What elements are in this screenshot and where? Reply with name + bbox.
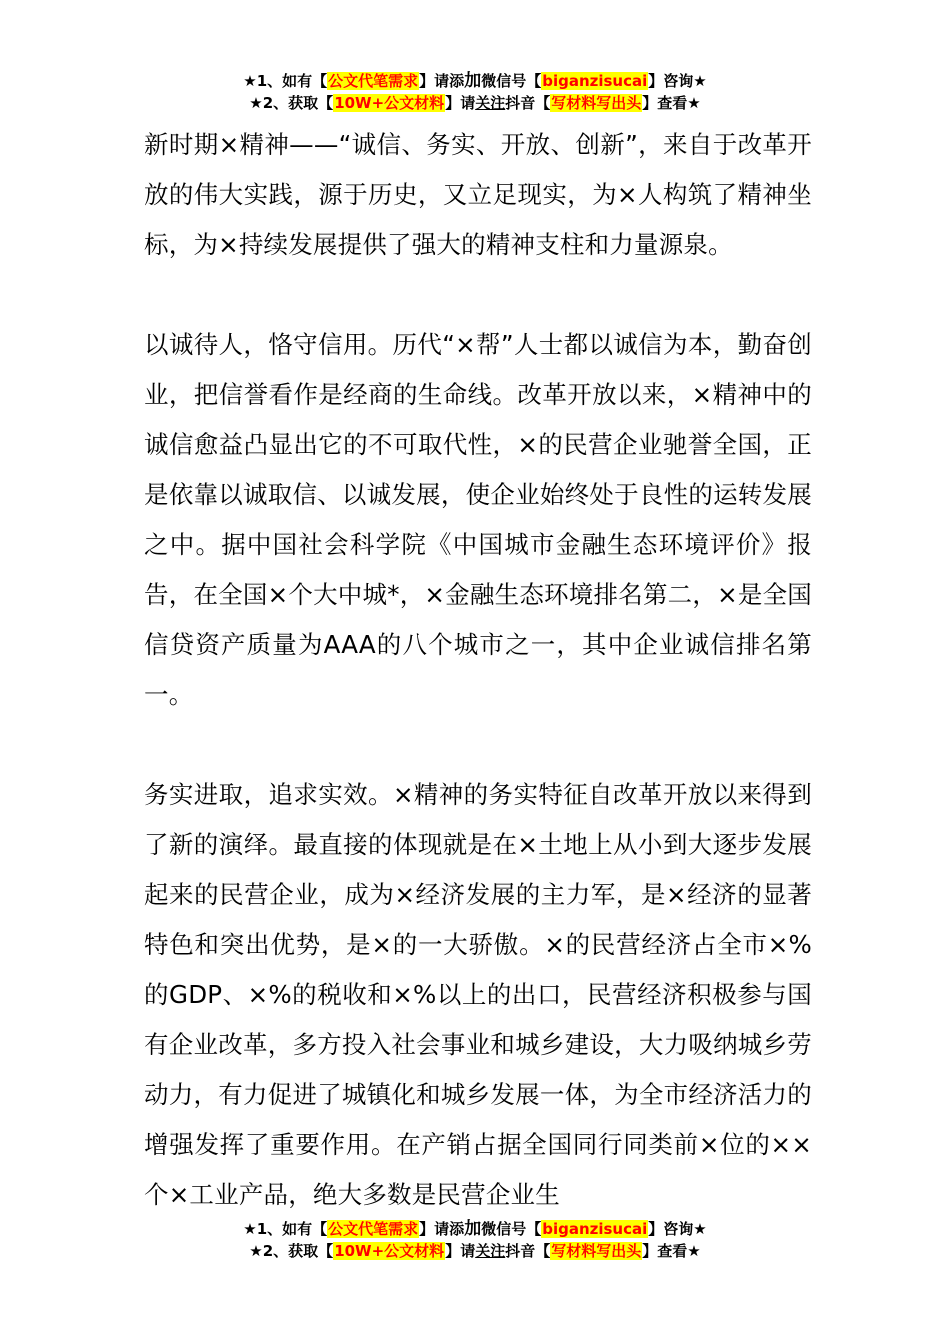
banner-text: 微信号【	[481, 1220, 542, 1238]
highlight-wechat-id: biganzisucai	[542, 1220, 648, 1238]
paragraph-2: 以诚待人，恪守信用。历代“×帮”人士都以诚信为本，勤奋创业，把信誉看作是经商的生命线。改革开放以来，×精神中的诚信愈益凸显出它的不可取代性，×的民营企业驰誉全国，正是依靠以诚取信、以诚发展，使企业始终处于良性的运转发展之中。据中国社会科学院《中国城市金融生态环境评价》报告，在全国×个大中城*，×金融生态环境排名第二，×是全国信贷资产质量为AAA的八个城市之一，其中企业诚信排名第一。	[144, 330, 812, 709]
banner-text: ★2、获取【	[249, 94, 334, 112]
banner-text: 】请	[445, 1242, 476, 1260]
footer-banner	[0, 1218, 950, 1262]
banner-text: 关注	[475, 94, 506, 112]
banner-text: ★2、获取【	[249, 1242, 334, 1260]
banner-text: 】请添	[419, 72, 465, 90]
banner-text: 】请添	[419, 1220, 465, 1238]
highlight-service: 公文代笔需求	[328, 72, 419, 90]
banner-text: 】咨询★	[648, 72, 707, 90]
header-banner	[0, 70, 950, 114]
highlight-service: 公文代笔需求	[328, 1220, 419, 1238]
paragraph-3: 务实进取，追求实效。×精神的务实特征自改革开放以来得到了新的演绎。最直接的体现就是在×土地上从小到大逐步发展起来的民营企业，成为×经济发展的主力军，是×经济的显著特色和突出优势，是×的一大骄傲。×的民营经济占全市×%的GDP、×%的税收和×%以上的出口，民营经济积极参与国有企业改革，多方投入社会事业和城乡建设，大力吸纳城乡劳动力，有力促进了城镇化和城乡发展一体，为全市经济活力的增强发挥了重要作用。在产销占据全国同行同类前×位的××个×工业产品，绝大多数是民营企业生	[144, 780, 812, 1209]
highlight-wechat-id: biganzisucai	[542, 72, 648, 90]
banner-line-2	[0, 92, 950, 114]
banner-text: 加	[464, 1219, 482, 1239]
banner-text: 微信号【	[481, 72, 542, 90]
banner-text: 】咨询★	[648, 1220, 707, 1238]
banner-text: 加	[464, 71, 482, 91]
banner-text: ★1、如有【	[243, 1220, 328, 1238]
banner-text: 】查看★	[642, 94, 701, 112]
banner-line-1	[0, 70, 950, 92]
banner-text: 】查看★	[642, 1242, 701, 1260]
banner-line-2	[0, 1240, 950, 1262]
highlight-douyin: 写材料写出头	[551, 1242, 642, 1260]
paragraph-1: 新时期×精神——“诚信、务实、开放、创新”，来自于改革开放的伟大实践，源于历史，又立足现实，为×人构筑了精神坐标，为×持续发展提供了强大的精神支柱和力量源泉。	[144, 130, 812, 259]
banner-text: 关注	[475, 1242, 506, 1260]
highlight-materials: 10W+公文材料	[334, 1242, 445, 1260]
banner-text: 】请	[445, 94, 476, 112]
banner-text: 抖音【	[505, 94, 551, 112]
highlight-douyin: 写材料写出头	[551, 94, 642, 112]
highlight-materials: 10W+公文材料	[334, 94, 445, 112]
banner-text: 抖音【	[505, 1242, 551, 1260]
banner-line-1	[0, 1218, 950, 1240]
document-body	[144, 120, 812, 1220]
banner-text: ★1、如有【	[243, 72, 328, 90]
